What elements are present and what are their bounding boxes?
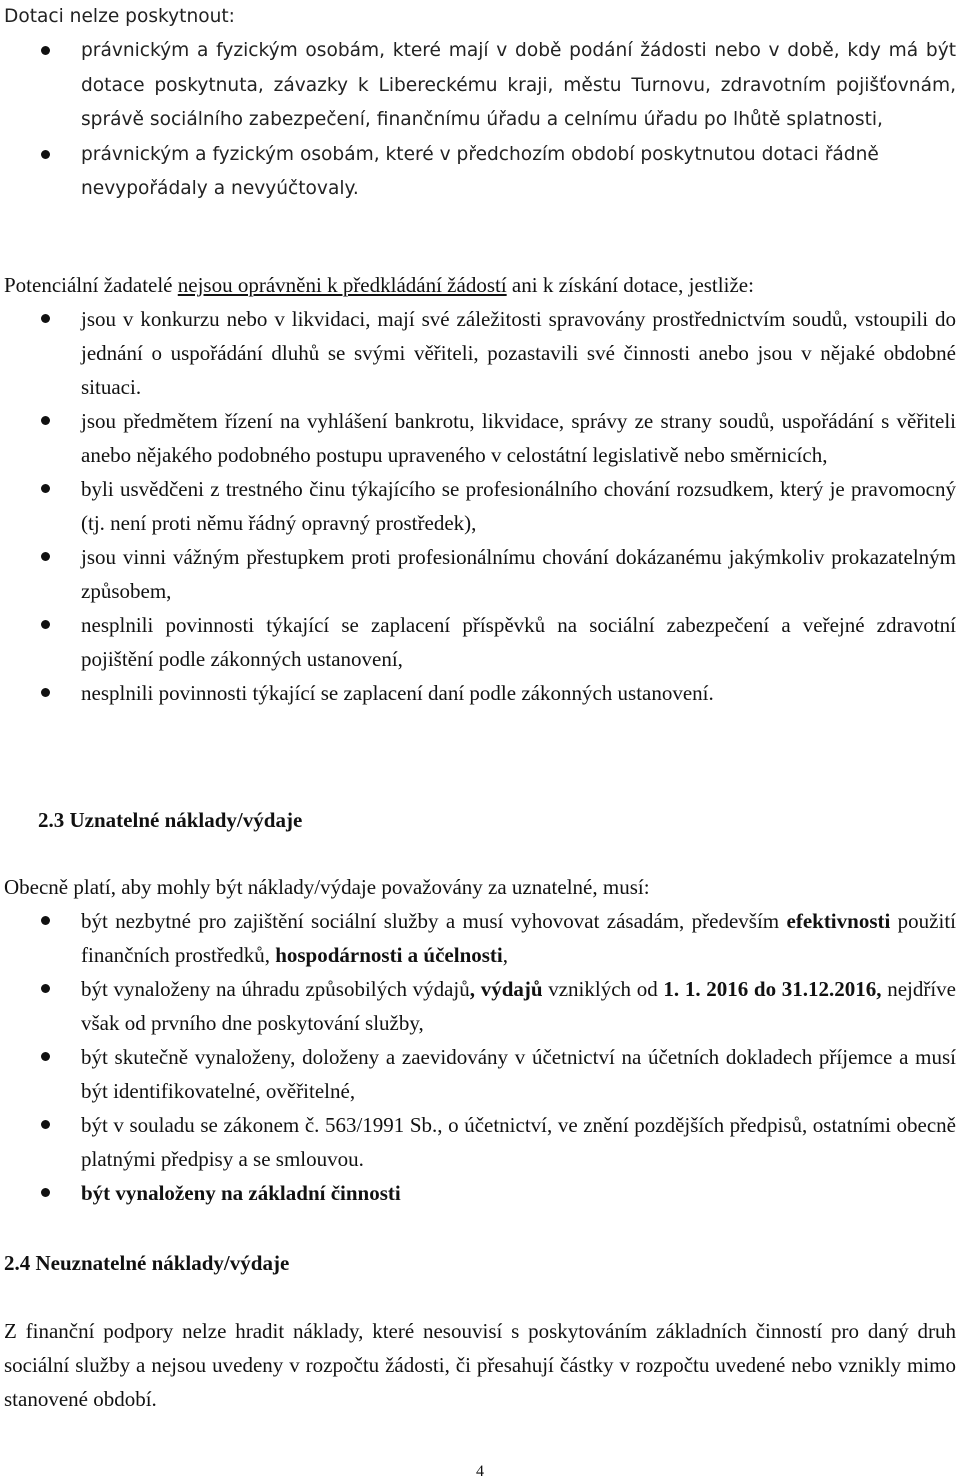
section3-intro: Obecně platí, aby mohly být náklady/výdaje považovány za uznatelné, musí: — [4, 875, 650, 899]
bullet-icon — [41, 1052, 50, 1061]
list-item: jsou vinni vážným přestupkem proti profesionálnímu chování dokázanému jakýmkoliv prokazatelným způsobem, — [0, 540, 956, 608]
list-item: právnickým a fyzickým osobám, které v předchozím období poskytnutou dotaci řádně nevypořádaly a nevyúčtovaly. — [0, 138, 956, 207]
list-item: být v souladu se zákonem č. 563/1991 Sb., o účetnictví, ve znění pozdějších předpisů, ostatními obecně platnými předpisy a se smlouvou. — [0, 1108, 956, 1176]
list-item: právnickým a fyzickým osobám, které mají v době podání žádosti nebo v době, kdy má být dotace poskytnuta, závazky k Libereckému kraji, městu Turnovu, zdravotním pojišťovnám, správě sociálního zabezpečení, finančnímu úřadu a celnímu úřadu po lhůtě splatnosti, — [0, 34, 956, 138]
bullet-icon — [41, 620, 50, 629]
section1-intro: Dotaci nelze poskytnout: — [4, 6, 235, 27]
list-item: být nezbytné pro zajištění sociální služby a musí vyhovovat zásadám, především efektivnosti použití finančních prostředků, hospodárnosti a účelnosti, — [0, 904, 956, 972]
bullet-icon — [41, 46, 50, 55]
bullet-icon — [41, 150, 50, 159]
list-item: byli usvědčeni z trestného činu týkajícího se profesionálního chování rozsudkem, který je pravomocný (tj. není proti němu řádný opravný prostředek), — [0, 472, 956, 540]
bullet-icon — [41, 484, 50, 493]
section2-intro: Potenciální žadatelé nejsou oprávněni k předkládání žádostí ani k získání dotace, jestliže: — [4, 273, 754, 297]
section3-list — [0, 904, 956, 1210]
list-item: být skutečně vynaloženy, doloženy a zaevidovány v účetnictví na účetních dokladech příjemce a musí být identifikovatelné, ověřitelné, — [0, 1040, 956, 1108]
bullet-icon — [41, 314, 50, 323]
bullet-icon — [41, 416, 50, 425]
underlined-phrase: nejsou oprávněni k předkládání žádostí — [177, 273, 507, 297]
list-item: jsou předmětem řízení na vyhlášení bankrotu, likvidace, správy ze strany soudů, uspořádání s věřiteli anebo nějakého podobného postupu upraveného v celostátní legislativě nebo směrnicích, — [0, 404, 956, 472]
section2-list — [0, 302, 956, 710]
list-item: jsou v konkurzu nebo v likvidaci, mají své záležitosti spravovány prostřednictvím soudů, vstoupili do jednání o uspořádání dluhů se svými věřiteli, pozastavili své činnosti anebo jsou v nějaké obdobné situaci. — [0, 302, 956, 404]
section4-text: Z finanční podpory nelze hradit náklady, které nesouvisí s poskytováním základních činností pro daný druh sociální služby a nejsou uvedeny v rozpočtu žádosti, či přesahují částky v rozpočtu uvedené nebo vznikly mimo stanovené období. — [4, 1319, 956, 1411]
bullet-icon — [41, 688, 50, 697]
section1-list — [0, 34, 956, 207]
section4-heading: 2.4 Neuznatelné náklady/výdaje — [4, 1251, 290, 1275]
bullet-icon — [41, 1120, 50, 1129]
list-item: nesplnili povinnosti týkající se zaplacení příspěvků na sociální zabezpečení a veřejné zdravotní pojištění podle zákonných ustanovení, — [0, 608, 956, 676]
bullet-icon — [41, 984, 50, 993]
list-item: nesplnili povinnosti týkající se zaplacení daní podle zákonných ustanovení. — [0, 676, 956, 710]
bullet-icon — [41, 916, 50, 925]
list-item: být vynaloženy na úhradu způsobilých výdajů, výdajů vzniklých od 1. 1. 2016 do 31.12.2016, nejdříve však od prvního dne poskytování služby, — [0, 972, 956, 1040]
bullet-icon — [41, 552, 50, 561]
page-number: 4 — [476, 1463, 484, 1480]
list-item: být vynaloženy na základní činnosti — [0, 1176, 956, 1210]
bullet-icon — [41, 1188, 50, 1197]
section3-heading: 2.3 Uznatelné náklady/výdaje — [38, 808, 303, 832]
